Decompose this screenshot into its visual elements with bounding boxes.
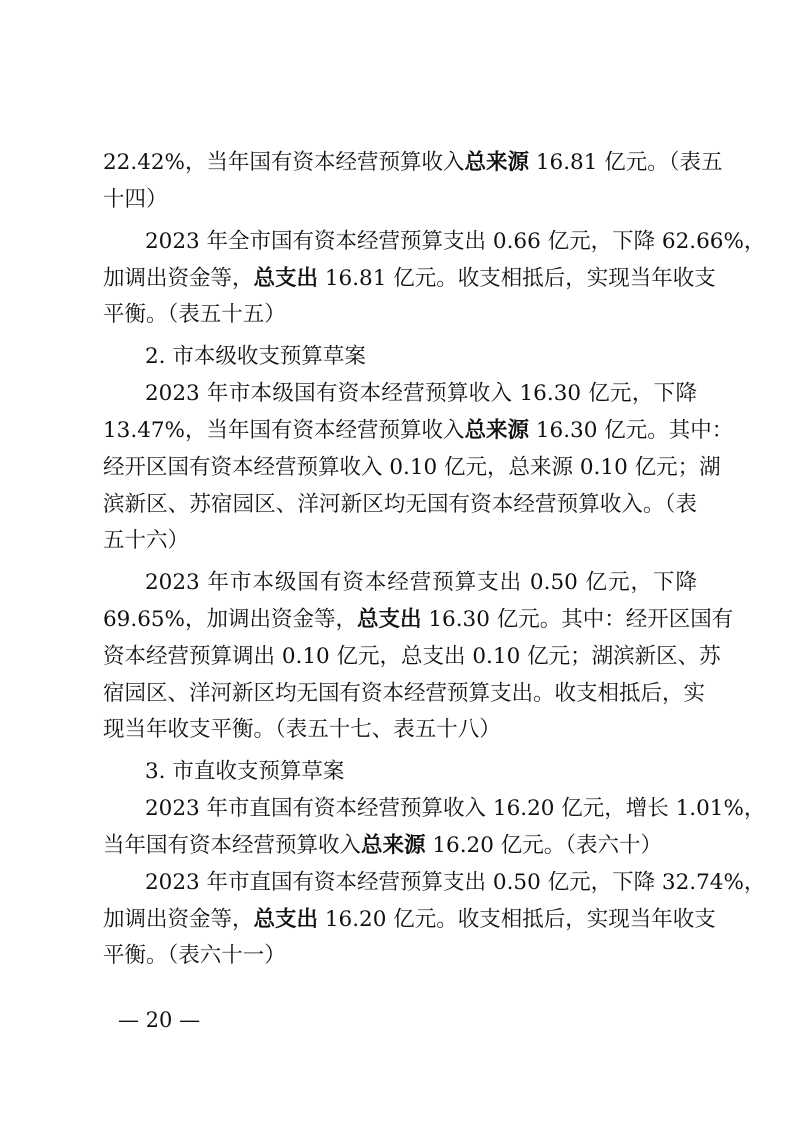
text-run: 平衡。（表五十五） [103,302,286,327]
text-run: 当年国有资本经营预算收入 [103,833,362,858]
text-run: 13.47%，当年国有资本经营预算收入 [103,418,465,443]
text-line [103,907,716,932]
text-run: 16.81 亿元。收支相抵后，实现当年收支 [318,266,716,291]
text-run: 16.20 亿元。收支相抵后，实现当年收支 [318,907,716,932]
text-run: 加调出资金等， [103,266,254,291]
text-line [103,644,721,669]
text-line [103,418,734,443]
text-run: 资本经营预算调出 0.10 亿元，总支出 0.10 亿元；湖滨新区、苏 [103,644,721,669]
text-line [145,229,766,254]
text-run: 加调出资金等， [103,907,254,932]
text-run: 经开区国有资本经营预算收入 0.10 亿元，总来源 0.10 亿元；湖 [103,455,721,480]
section-heading [145,346,697,368]
text-run: 2023 年全市国有资本经营预算支出 0.66 亿元，下降 62.66%， [145,229,766,254]
text-run: 2023 年市本级国有资本经营预算支出 0.50 亿元，下降 [145,570,697,595]
text-run: 22.42%，当年国有资本经营预算收入 [103,150,465,175]
text-line [103,150,723,175]
text-line [103,681,706,706]
bold-term: 总来源 [361,833,426,858]
text-run: 16.30 亿元。其中：经开区国有 [421,607,734,632]
text-line [103,607,734,632]
text-run: 3. 市直收支预算草案 [145,759,345,784]
bold-term: 总支出 [356,607,422,632]
text-run: 十四） [103,187,168,212]
text-line [103,266,716,291]
text-run: 2023 年市直国有资本经营预算支出 0.50 亿元，下降 32.74%， [145,870,766,895]
text-line [103,945,697,967]
text-run: 宿园区、洋河新区均无国有资本经营预算支出。收支相抵后，实 [103,681,706,706]
text-run: 2. 市本级收支预算草案 [145,344,366,369]
text-run: 2023 年市直国有资本经营预算收入 16.20 亿元，增长 1.01%， [145,796,766,821]
text-line [103,530,697,552]
text-line [145,870,766,895]
text-run: 16.81 亿元。（表五 [529,150,723,175]
bold-term: 总支出 [253,266,319,291]
bold-term: 总来源 [464,150,529,175]
text-line [145,572,697,594]
text-run: 现当年收支平衡。（表五十七、表五十八） [103,717,501,742]
text-line [103,304,697,326]
text-run: 16.20 亿元。（表六十） [425,833,663,858]
bold-term: 总来源 [464,418,529,443]
text-run: 平衡。（表六十一） [103,943,286,968]
text-line [145,383,697,405]
section-heading [145,761,697,783]
text-run: 69.65%，加调出资金等， [103,607,357,632]
bold-term: 总支出 [253,907,319,932]
text-run: 16.30 亿元。其中： [529,418,734,443]
text-line [103,494,697,516]
text-line [145,796,766,821]
text-run: 2023 年市本级国有资本经营预算收入 16.30 亿元，下降 [145,381,697,406]
text-line [103,719,697,741]
text-line [103,835,697,857]
text-run: 五十六） [103,528,190,553]
text-run: 滨新区、苏宿园区、洋河新区均无国有资本经营预算收入。（表 [103,492,697,517]
text-line [103,189,697,211]
page-number: — 20 — [118,1008,201,1032]
text-line [103,455,721,480]
